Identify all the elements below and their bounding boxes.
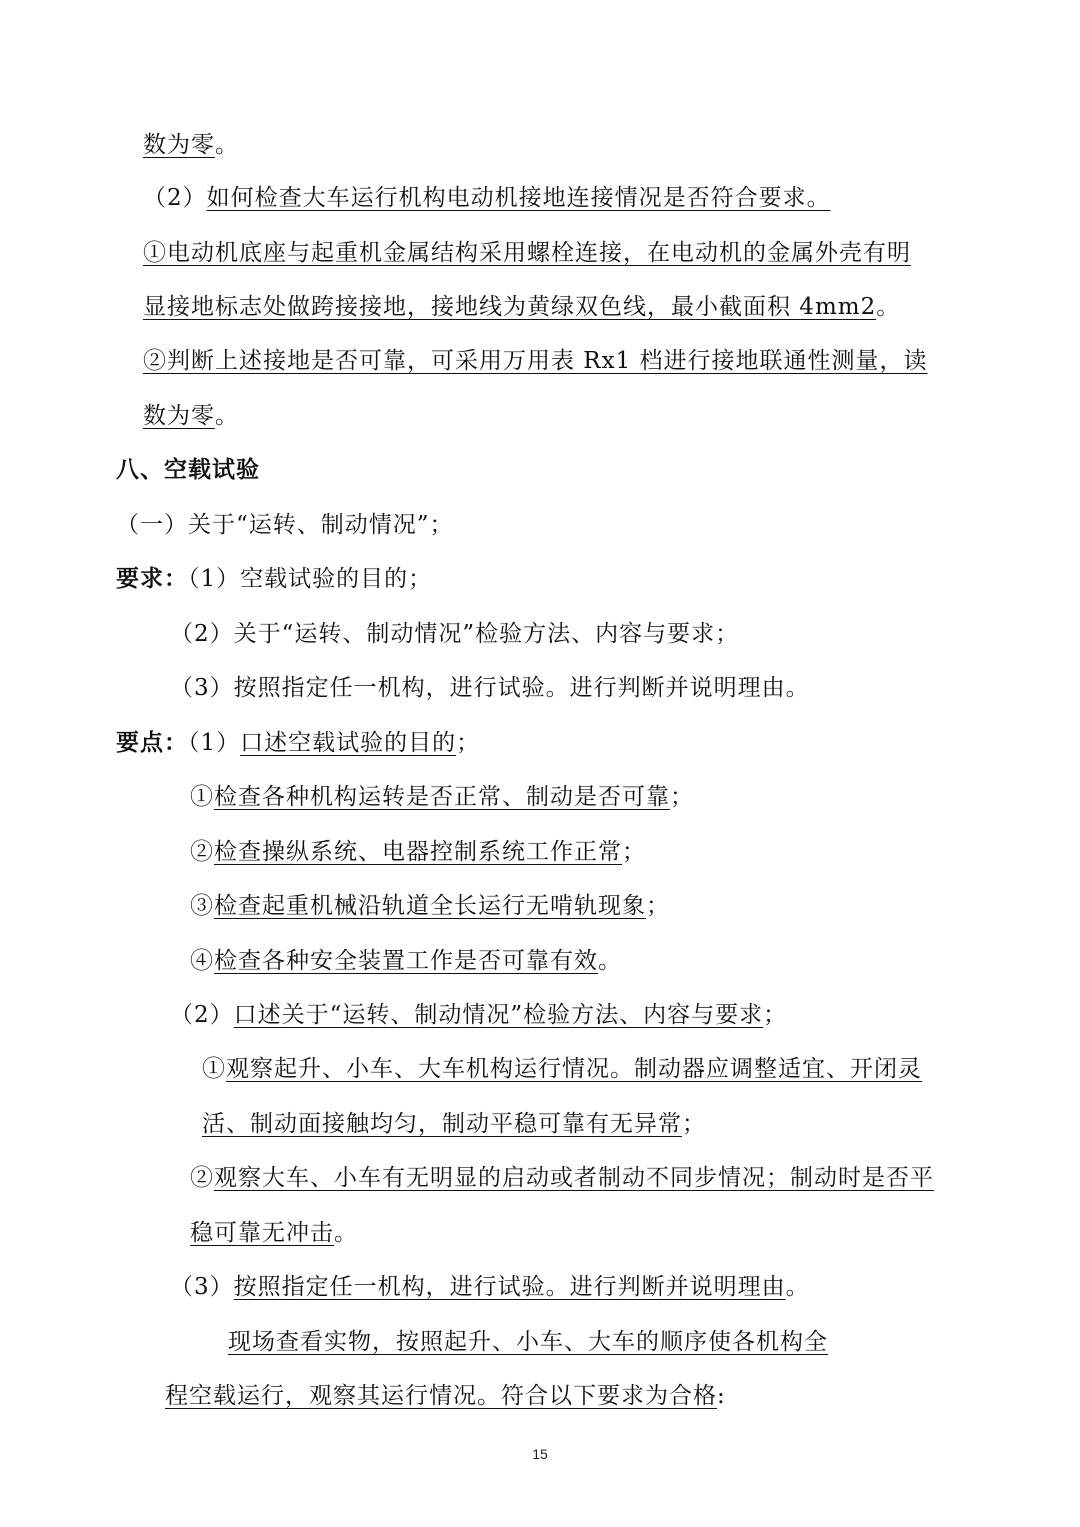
punctuation: 。 [598, 948, 622, 974]
underlined-text: 数为零 [143, 403, 215, 429]
text-line-14 [190, 837, 646, 867]
punctuation: : [717, 1383, 726, 1409]
text-line-18 [202, 1054, 922, 1084]
underlined-text: ②判断上述接地是否可靠，可采用万用表 Rx1 档进行接地联通性测量，读 [143, 348, 928, 374]
circled-number: ③ [190, 893, 214, 919]
underlined-text: 口述关于“运转、制动情况”检验方法、内容与要求 [233, 1002, 764, 1028]
punctuation: ； [670, 784, 694, 810]
underlined-text: 显接地标志处做跨接接地，接地线为黄绿双色线，最小截面积 4mm2 [143, 294, 877, 320]
underlined-text: ①电动机底座与起重机金属结构采用螺栓连接，在电动机的金属外壳有明 [143, 240, 911, 266]
text-line-11 [170, 673, 810, 703]
requirement-text: （3）按照指定任一机构，进行试验。进行判断并说明理由。 [170, 675, 810, 701]
circled-number: ④ [190, 948, 214, 974]
punctuation: 。 [334, 1220, 358, 1246]
text-line-5 [143, 346, 928, 376]
requirement-text: （2）关于“运转、制动情况”检验方法、内容与要求； [170, 621, 740, 647]
punctuation: ； [682, 1111, 706, 1137]
page-number: 15 [532, 1446, 548, 1462]
text-line-21 [190, 1218, 358, 1248]
text-line-19 [202, 1109, 706, 1139]
text-line-13 [190, 782, 694, 812]
item-number: （2） [170, 1002, 234, 1028]
underlined-text: 口述空载试验的目的 [240, 730, 457, 756]
underlined-text: 检查操纵系统、电器控制系统工作正常 [214, 839, 622, 865]
underlined-text: 观察起升、小车、大车机构运行情况。制动器应调整适宜、开闭灵 [226, 1056, 922, 1082]
text-line-10 [170, 619, 739, 649]
punctuation: ； [456, 730, 481, 756]
underlined-text: 检查各种安全装置工作是否可靠有效 [214, 948, 598, 974]
text-line-3 [143, 238, 911, 268]
text-line-12 [116, 728, 480, 758]
section-heading [116, 455, 260, 485]
underlined-text: 如何检查大车运行机构电动机接地连接情况是否符合要求。 [206, 185, 831, 211]
punctuation: ； [763, 1002, 788, 1028]
item-number: （2） [143, 185, 207, 211]
punctuation: ； [622, 839, 646, 865]
text-line-9 [116, 564, 432, 594]
text-line-15 [190, 891, 670, 921]
item-number: （3） [170, 1274, 234, 1300]
underlined-text: 按照指定任一机构，进行试验。进行判断并说明理由 [233, 1274, 786, 1300]
heading-text: 八、空载试验 [116, 457, 260, 483]
text-line-22 [170, 1272, 810, 1302]
underlined-text: 观察大车、小车有无明显的启动或者制动不同步情况；制动时是否平 [214, 1165, 934, 1191]
underlined-text: 现场查看实物，按照起升、小车、大车的顺序使各机构全 [228, 1329, 828, 1355]
circled-number: ② [190, 839, 214, 865]
requirement-text: （1）空载试验的目的； [188, 566, 433, 592]
text-line-23 [228, 1327, 828, 1357]
text-line-6 [143, 401, 239, 431]
key-point-label: 要点： [116, 730, 188, 756]
text-line-8 [116, 510, 454, 540]
circled-number: ① [202, 1056, 226, 1082]
underlined-text: 稳可靠无冲击 [190, 1220, 334, 1246]
underlined-text: 程空载运行，观察其运行情况。符合以下要求为合格 [165, 1383, 717, 1409]
text-line-1 [143, 130, 239, 160]
text-line-16 [190, 946, 622, 976]
circled-number: ② [190, 1165, 214, 1191]
underlined-text: 活、制动面接触均匀，制动平稳可靠有无异常 [202, 1111, 682, 1137]
underlined-text: 检查各种机构运转是否正常、制动是否可靠 [214, 784, 670, 810]
circled-number: ① [190, 784, 214, 810]
punctuation: ； [646, 893, 670, 919]
punctuation: 。 [215, 403, 239, 429]
underlined-text: 检查起重机械沿轨道全长运行无啃轨现象 [214, 893, 646, 919]
punctuation: 。 [215, 132, 239, 158]
item-number: （1） [188, 730, 241, 756]
punctuation: 。 [785, 1274, 810, 1300]
text-line-20 [190, 1163, 934, 1193]
text-line-4 [143, 292, 900, 322]
punctuation: 。 [876, 294, 901, 320]
text-line-17 [170, 1000, 787, 1030]
text-line-2 [143, 183, 831, 213]
text-line-24 [165, 1381, 726, 1411]
subsection-title: （一）关于“运转、制动情况”； [116, 512, 454, 538]
underlined-text: 数为零 [143, 132, 215, 158]
requirement-label: 要求： [116, 566, 188, 592]
